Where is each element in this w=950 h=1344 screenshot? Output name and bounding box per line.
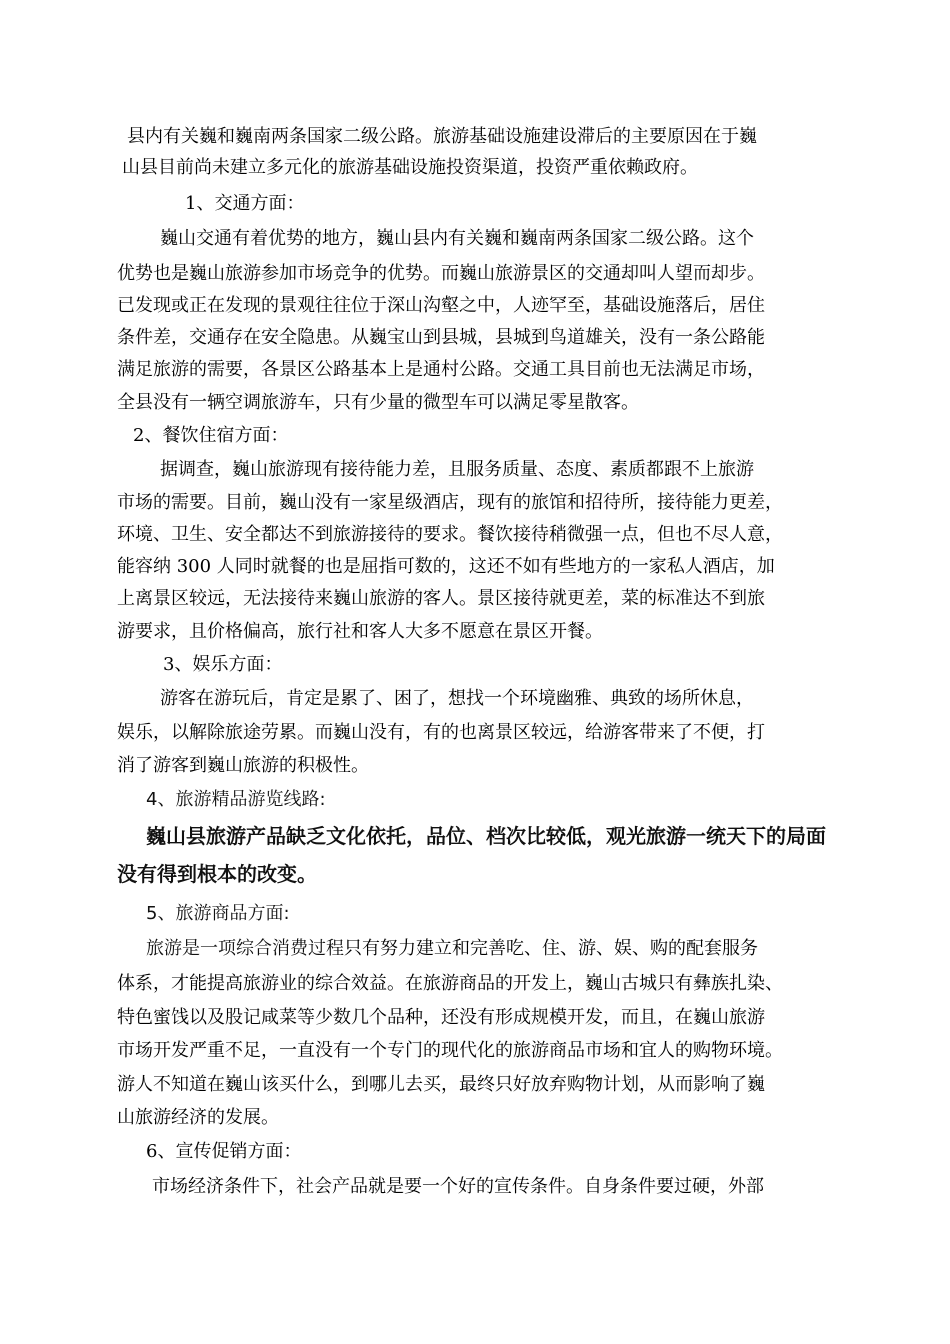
section-2-line: 上离景区较远，无法接待来巍山旅游的客人。景区接待就更差，菜的标准达不到旅 <box>117 588 765 609</box>
section-1-line: 满足旅游的需要，各景区公路基本上是通村公路。交通工具目前也无法满足市场， <box>117 359 765 380</box>
section-2-line: 环境、卫生、安全都达不到旅游接待的要求。餐饮接待稍微强一点，但也不尽人意， <box>117 524 783 545</box>
section-5-line: 特色蜜饯以及股记咸菜等少数几个品种，还没有形成规模开发，而且，在巍山旅游 <box>117 1007 765 1028</box>
section-4-heading: 4、旅游精品游览线路: <box>146 789 326 810</box>
section-6-line: 市场经济条件下，社会产品就是要一个好的宣传条件。自身条件要过硬，外部 <box>152 1176 764 1197</box>
section-2-line: 能容纳 300 人同时就餐的也是屈指可数的，这还不如有些地方的一家私人酒店，加 <box>117 556 775 577</box>
section-4-line: 巍山县旅游产品缺乏文化依托，品位、档次比较低，观光旅游一统天下的局面 <box>146 824 826 848</box>
section-6-heading: 6、宣传促销方面： <box>146 1141 302 1162</box>
section-3-line: 消了游客到巍山旅游的积极性。 <box>117 755 369 776</box>
section-1-line: 巍山交通有着优势的地方，巍山县内有关巍和巍南两条国家二级公路。这个 <box>160 228 754 249</box>
section-3-heading: 3、娱乐方面： <box>163 654 283 675</box>
section-2-line: 据调查，巍山旅游现有接待能力差，且服务质量、态度、素质都跟不上旅游 <box>160 459 754 480</box>
section-2-heading: 2、餐饮住宿方面： <box>133 425 289 446</box>
section-5-line: 山旅游经济的发展。 <box>117 1107 279 1128</box>
section-1-line: 优势也是巍山旅游参加市场竞争的优势。而巍山旅游景区的交通却叫人望而却步。 <box>117 263 765 284</box>
section-3-line: 娱乐，以解除旅途劳累。而巍山没有，有的也离景区较远，给游客带来了不便，打 <box>117 722 765 743</box>
section-4-line: 没有得到根本的改变。 <box>117 862 317 886</box>
section-5-line: 市场开发严重不足，一直没有一个专门的现代化的旅游商品市场和宜人的购物环境。 <box>117 1040 783 1061</box>
section-1-heading: 1、交通方面： <box>185 193 305 214</box>
section-3-line: 游客在游玩后，肯定是累了、困了，想找一个环境幽雅、典致的场所休息， <box>160 688 754 709</box>
section-5-bold-phrase: 旅游是一项综合消费过程 <box>146 938 344 959</box>
section-1-line: 条件差，交通存在安全隐患。从巍宝山到县城，县城到鸟道雄关，没有一条公路能 <box>117 327 765 348</box>
section-2-line: 市场的需要。目前，巍山没有一家星级酒店，现有的旅馆和招待所，接待能力更差， <box>117 492 783 513</box>
section-1-line: 已发现或正在发现的景观往往位于深山沟壑之中，人迹罕至，基础设施落后，居住 <box>117 295 765 316</box>
section-5-line-rest: 只有努力建立和完善吃、住、游、娱、购的配套服务 <box>344 938 758 959</box>
section-5-line-first <box>146 937 758 961</box>
section-5-line: 体系，才能提高旅游业的综合效益。在旅游商品的开发上，巍山古城只有彝族扎染、 <box>117 973 783 994</box>
section-2-line: 游要求，且价格偏高，旅行社和客人大多不愿意在景区开餐。 <box>117 621 603 642</box>
intro-line-2: 山县目前尚未建立多元化的旅游基础设施投资渠道，投资严重依赖政府。 <box>122 157 698 178</box>
section-1-line: 全县没有一辆空调旅游车，只有少量的微型车可以满足零星散客。 <box>117 392 639 413</box>
intro-line-1: 县内有关巍和巍南两条国家二级公路。旅游基础设施建设滞后的主要原因在于巍 <box>127 126 757 147</box>
section-5-heading: 5、旅游商品方面: <box>146 903 290 924</box>
section-5-line: 游人不知道在巍山该买什么，到哪儿去买，最终只好放弃购物计划，从而影响了巍 <box>117 1074 765 1095</box>
